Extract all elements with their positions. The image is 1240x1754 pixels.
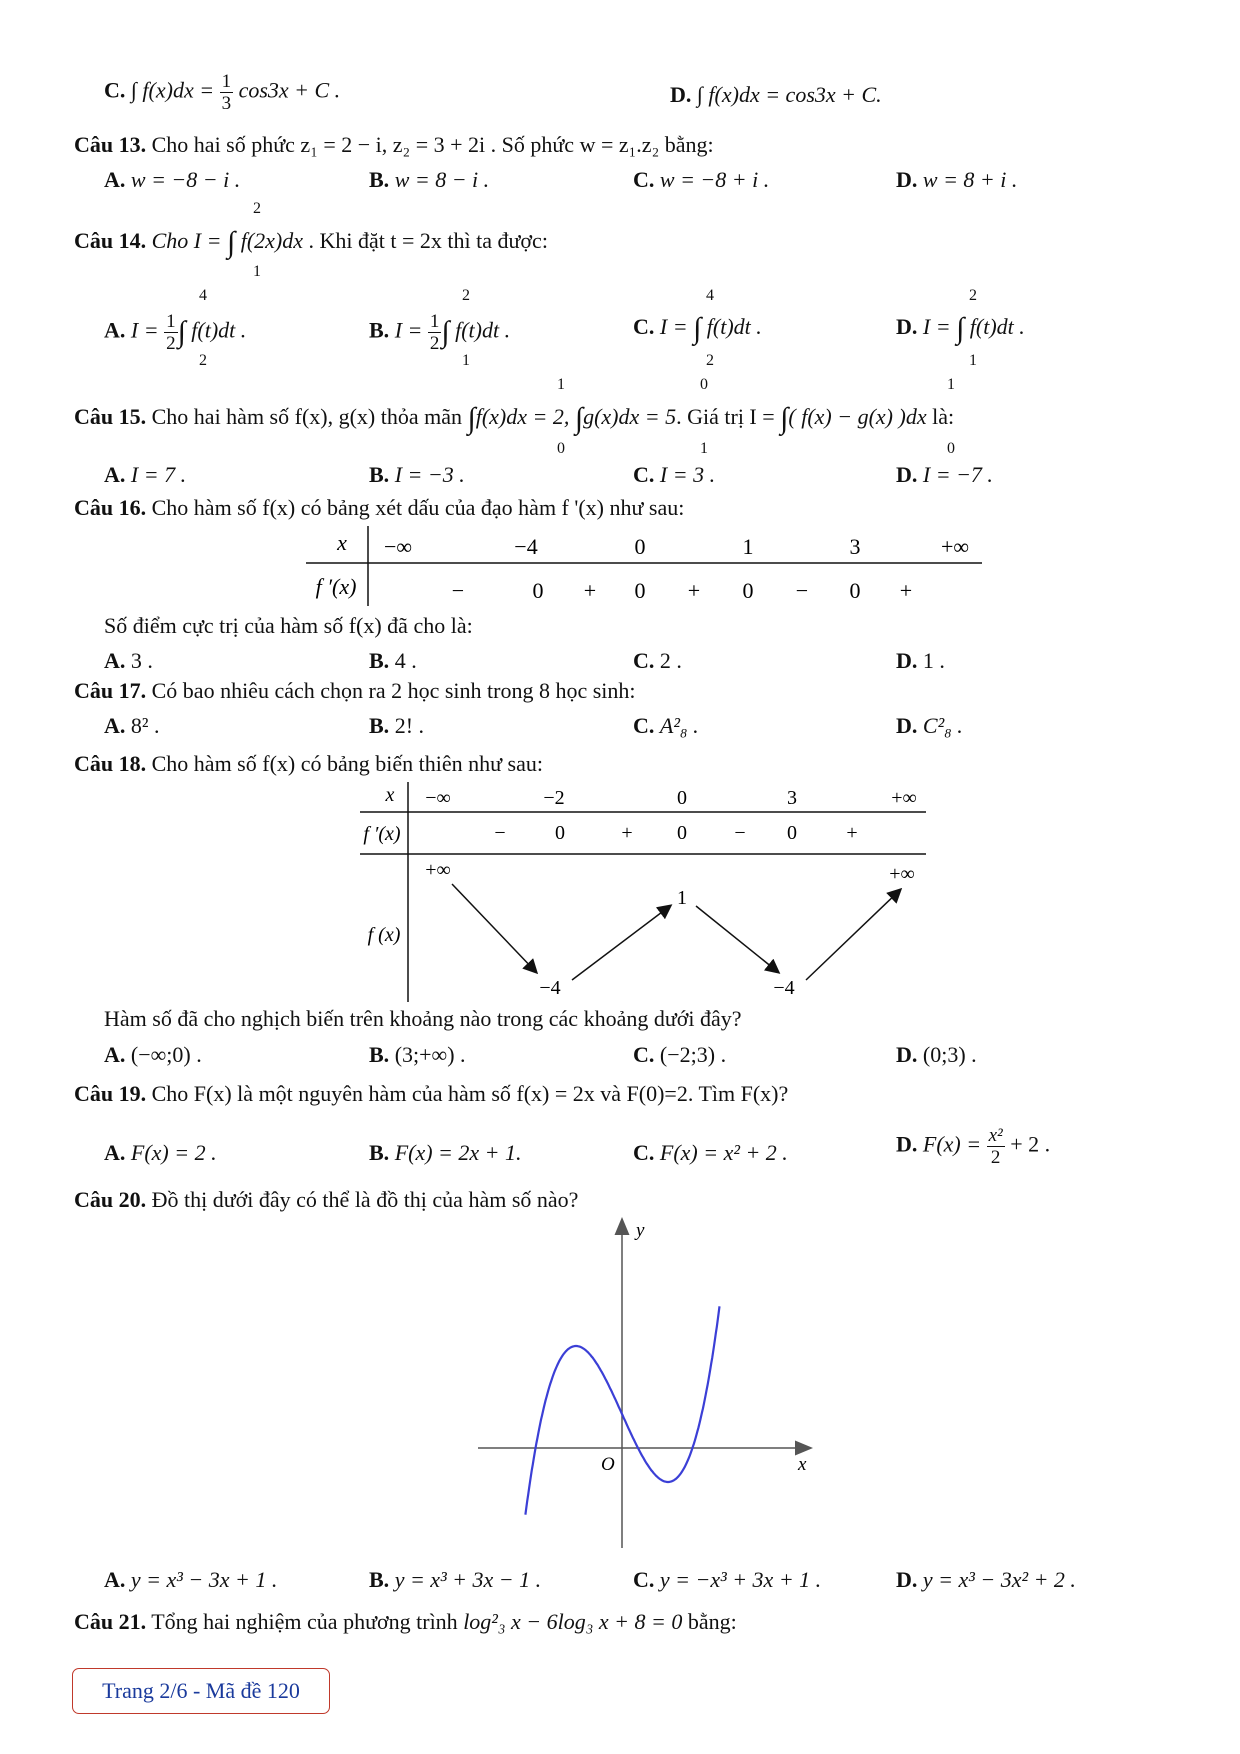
q14-stem — [74, 226, 548, 260]
option-label: D. — [896, 314, 918, 339]
option-label: C. — [633, 167, 655, 192]
option-text: w = −8 + i . — [659, 167, 770, 192]
integral-sign: ∫ — [780, 402, 789, 435]
option-text: y = x³ − 3x + 1 . — [130, 1567, 278, 1592]
f-value: +∞ — [889, 863, 915, 885]
integrand: f(t)dt . — [706, 314, 762, 339]
integral-sign: ∫ — [574, 402, 584, 435]
sign: 0 — [677, 822, 687, 844]
integral-sign: ∫ — [226, 226, 236, 259]
question-label: Câu 15. — [74, 404, 147, 429]
question-text: Cho F(x) là một nguyên hàm của hàm số f(x) = 2x và F(0)=2. Tìm F(x)? — [151, 1081, 789, 1106]
q12-option-c — [104, 72, 340, 113]
integrand: f(t)dt . — [191, 317, 247, 343]
option-label: C. — [633, 1140, 655, 1165]
sign: − — [795, 578, 809, 603]
numerator: 1 — [429, 311, 440, 332]
numerator: x² — [988, 1125, 1003, 1146]
lower-limit: 1 — [700, 440, 708, 457]
option-text: 8² . — [130, 713, 160, 738]
decreasing-arrow — [452, 884, 536, 972]
integrand: f(2x)dx — [240, 228, 303, 253]
question-label: Câu 14. — [74, 228, 147, 253]
question-text: Cho I = — [151, 228, 222, 253]
q17-option-d — [896, 713, 963, 739]
option-label: B. — [369, 713, 390, 738]
q14-option-b — [369, 312, 510, 353]
sign: 0 — [787, 822, 797, 844]
option-text: (3;+∞) . — [394, 1042, 466, 1067]
q16-option-d — [896, 648, 945, 674]
option-text: I = — [130, 317, 159, 343]
q16-option-c — [633, 648, 682, 674]
question-text: Cho hàm số f(x) có bảng biến thiên như sau: — [151, 751, 543, 776]
option-text: ∫ f(x)dx = cos3x + C. — [696, 82, 882, 107]
option-label: D. — [896, 462, 918, 487]
option-label: A. — [104, 462, 126, 487]
sign: 0 — [555, 822, 565, 844]
increasing-arrow — [572, 906, 670, 980]
q15-stem — [74, 402, 954, 436]
q12-option-d — [670, 82, 882, 108]
x-label: x — [385, 784, 395, 806]
q13-option-c — [633, 167, 769, 193]
option-text: w = 8 + i . — [922, 167, 1018, 192]
numerator: 1 — [221, 71, 232, 92]
integrand: f(x)dx = 2, — [475, 404, 570, 429]
option-text: C²₈ . — [922, 713, 963, 738]
sign: − — [451, 578, 465, 603]
option-text: y = −x³ + 3x + 1 . — [659, 1567, 822, 1592]
option-label: A. — [104, 713, 126, 738]
denominator: 2 — [429, 333, 440, 354]
sign: 0 — [532, 578, 544, 603]
question-label: Câu 13. — [74, 132, 147, 157]
option-text: I = — [394, 317, 423, 343]
q18-stem — [74, 751, 543, 777]
variation-table — [354, 780, 944, 1006]
q17-option-c — [633, 713, 699, 739]
option-text: y = x³ − 3x² + 2 . — [922, 1567, 1076, 1592]
lower-limit: 2 — [199, 352, 207, 369]
q15-option-d — [896, 462, 993, 488]
integrand: ( f(x) − g(x) )dx — [788, 404, 927, 429]
option-text: (−∞;0) . — [130, 1042, 202, 1067]
option-label: B. — [369, 167, 390, 192]
q18-option-c — [633, 1042, 726, 1068]
q20-option-c — [633, 1567, 821, 1593]
x-value: −∞ — [425, 787, 451, 809]
integral-sign: ∫ — [956, 312, 965, 345]
x-axis-label: x — [798, 1454, 807, 1475]
option-label: C. — [104, 77, 126, 103]
question-label: Câu 21. — [74, 1609, 147, 1634]
q16-stem — [74, 495, 684, 521]
option-label: C. — [633, 648, 655, 673]
q16-option-b — [369, 648, 417, 674]
fprime-label: f ′(x) — [315, 574, 357, 599]
q13-option-a — [104, 167, 240, 193]
sign: + — [583, 578, 597, 603]
option-label: C. — [633, 1567, 655, 1592]
question-label: Câu 19. — [74, 1081, 147, 1106]
question-label: Câu 17. — [74, 678, 147, 703]
question-label: Câu 20. — [74, 1187, 147, 1212]
q18-option-d — [896, 1042, 977, 1068]
upper-limit: 0 — [700, 376, 708, 393]
denominator: 2 — [990, 1147, 1001, 1168]
x-value: 3 — [787, 787, 797, 809]
x-value: 0 — [634, 534, 646, 559]
question-text: Cho hàm số f(x) có bảng xét dấu của đạo hàm f '(x) như sau: — [151, 495, 685, 520]
upper-limit: 2 — [969, 287, 977, 304]
option-text: 2! . — [394, 713, 425, 738]
x-label: x — [337, 530, 347, 555]
option-label: A. — [104, 1567, 126, 1592]
option-label: D. — [896, 167, 918, 192]
q21-stem — [74, 1609, 737, 1635]
q17-option-a — [104, 713, 160, 739]
option-text: ∫ f(x)dx = — [130, 77, 220, 103]
upper-limit: 4 — [199, 287, 207, 304]
integral-sign: ∫ — [467, 402, 476, 435]
sign: − — [734, 822, 746, 844]
x-value: −∞ — [383, 534, 413, 559]
option-text: I = — [922, 314, 951, 339]
fraction — [987, 1126, 1005, 1167]
sign: 0 — [742, 578, 754, 603]
f-label: f (x) — [367, 924, 401, 946]
x-value: +∞ — [891, 787, 917, 809]
f-value: −4 — [773, 977, 795, 999]
option-text: y = x³ + 3x − 1 . — [394, 1567, 542, 1592]
f-value: 1 — [677, 887, 687, 909]
option-label: B. — [369, 462, 390, 487]
option-label: B. — [369, 1042, 390, 1067]
question-text-tail: là: — [932, 404, 955, 429]
option-label: A. — [104, 1042, 126, 1067]
option-label: B. — [369, 317, 390, 343]
option-label: A. — [104, 167, 126, 192]
option-label: B. — [369, 1140, 390, 1165]
option-label: C. — [633, 462, 655, 487]
question-text-tail: bằng: — [687, 1609, 737, 1634]
integrand: f(t)dt . — [969, 314, 1025, 339]
q13-option-d — [896, 167, 1017, 193]
option-text: 3 . — [130, 648, 153, 673]
option-label: D. — [896, 713, 918, 738]
q16-subquestion: Số điểm cực trị của hàm số f(x) đã cho là: — [104, 613, 473, 638]
option-text: w = 8 − i . — [394, 167, 490, 192]
option-text-tail: cos3x + C . — [238, 77, 341, 103]
question-label: Câu 18. — [74, 751, 147, 776]
sign: + — [621, 822, 633, 844]
q15-option-b — [369, 462, 465, 488]
q20-option-d — [896, 1567, 1076, 1593]
q15-option-a — [104, 462, 186, 488]
q18-option-a — [104, 1042, 202, 1068]
option-text: 1 . — [922, 648, 945, 673]
option-text: F(x) = — [922, 1131, 982, 1157]
option-label: C. — [633, 1042, 655, 1067]
q19-option-b — [369, 1140, 522, 1166]
option-text: F(x) = x² + 2 . — [659, 1140, 788, 1165]
fraction — [220, 72, 234, 113]
sign: + — [899, 578, 913, 603]
option-label: C. — [633, 713, 655, 738]
question-text-mid: . Giá trị I = — [676, 404, 775, 429]
fprime-label: f ′(x) — [363, 823, 401, 845]
x-value: −4 — [514, 534, 538, 559]
option-text: 2 . — [659, 648, 682, 673]
option-text: I = 7 . — [130, 462, 187, 487]
q14-option-c — [633, 312, 762, 346]
question-text: Đồ thị dưới đây có thể là đồ thị của hàm số nào? — [151, 1187, 579, 1212]
option-text: 4 . — [394, 648, 417, 673]
denominator: 3 — [221, 93, 232, 114]
q18-subquestion: Hàm số đã cho nghịch biến trên khoảng nào trong các khoảng dưới đây? — [104, 1006, 742, 1031]
integral-sign: ∫ — [693, 312, 702, 345]
upper-limit: 2 — [462, 287, 470, 304]
option-text: I = — [659, 314, 688, 339]
option-label: D. — [896, 1042, 918, 1067]
q19-option-d — [896, 1126, 1050, 1167]
integral-sign: ∫ — [177, 315, 186, 349]
sign: 0 — [849, 578, 861, 603]
upper-limit: 1 — [947, 376, 955, 393]
increasing-arrow — [806, 890, 900, 980]
lower-limit: 1 — [462, 352, 470, 369]
numerator: 1 — [166, 311, 176, 332]
x-value: 3 — [849, 534, 861, 559]
q13-option-b — [369, 167, 489, 193]
question-text: Cho hai hàm số f(x), g(x) thỏa mãn — [151, 404, 462, 429]
question-text: Tổng hai nghiệm của phương trình — [151, 1609, 458, 1634]
option-text: (0;3) . — [922, 1042, 977, 1067]
option-text: I = 3 . — [659, 462, 716, 487]
q13-stem — [74, 132, 714, 158]
decreasing-arrow — [696, 906, 778, 972]
q15-option-c — [633, 462, 715, 488]
x-value: 1 — [742, 534, 754, 559]
integrand: g(x)dx = 5 — [583, 404, 677, 429]
option-label: D. — [896, 1131, 918, 1157]
q16-option-a — [104, 648, 153, 674]
option-label: A. — [104, 317, 126, 343]
f-value: −4 — [539, 977, 561, 999]
q17-option-b — [369, 713, 424, 739]
option-text: (−2;3) . — [659, 1042, 727, 1067]
upper-limit: 4 — [706, 287, 714, 304]
integral-sign: ∫ — [441, 315, 450, 349]
option-label: D. — [896, 1567, 918, 1592]
fraction — [164, 312, 178, 353]
option-label: A. — [104, 648, 126, 673]
option-text-tail: + 2 . — [1010, 1131, 1051, 1157]
option-label: D. — [896, 648, 918, 673]
sign: 0 — [634, 578, 646, 603]
lower-limit: 1 — [253, 263, 261, 280]
page-footer: Trang 2/6 - Mã đề 120 — [72, 1668, 330, 1714]
lower-limit: 0 — [557, 440, 565, 457]
option-text: F(x) = 2x + 1. — [394, 1140, 522, 1165]
option-text: A²₈ . — [659, 713, 699, 738]
option-label: B. — [369, 648, 390, 673]
cubic-graph — [470, 1208, 820, 1558]
denominator: 2 — [166, 333, 176, 354]
sign-table — [300, 524, 990, 614]
q19-option-c — [633, 1140, 788, 1166]
q19-stem — [74, 1081, 788, 1107]
option-label: C. — [633, 314, 655, 339]
y-axis-label: y — [636, 1220, 645, 1241]
question-label: Câu 16. — [74, 495, 147, 520]
q20-option-b — [369, 1567, 541, 1593]
sign: − — [494, 822, 506, 844]
q17-stem — [74, 678, 636, 704]
option-label: B. — [369, 1567, 390, 1592]
q14-option-a — [104, 312, 246, 353]
question-text-tail: . Khi đặt t = 2x thì ta được: — [308, 228, 548, 253]
origin-label: O — [601, 1454, 615, 1475]
integrand: f(t)dt . — [455, 317, 511, 343]
x-value: +∞ — [940, 534, 970, 559]
option-label: D. — [670, 82, 692, 107]
upper-limit: 1 — [557, 376, 565, 393]
sign: + — [687, 578, 701, 603]
option-text: w = −8 − i . — [130, 167, 241, 192]
option-label: A. — [104, 1140, 126, 1165]
question-text: Có bao nhiêu cách chọn ra 2 học sinh trong 8 học sinh: — [151, 678, 636, 703]
x-value: −2 — [543, 787, 565, 809]
option-text: I = −3 . — [394, 462, 465, 487]
x-value: 0 — [677, 787, 687, 809]
option-text: F(x) = 2 . — [130, 1140, 217, 1165]
f-value: +∞ — [425, 859, 451, 881]
upper-limit: 2 — [253, 200, 261, 217]
equation: log²₃ x − 6log₃ x + 8 = 0 — [463, 1609, 683, 1634]
sign: + — [846, 822, 858, 844]
question-text: Cho hai số phức z₁ = 2 − i, z₂ = 3 + 2i . Số phức w = z₁.z₂ bằng: — [151, 132, 714, 157]
lower-limit: 2 — [706, 352, 714, 369]
q18-option-b — [369, 1042, 466, 1068]
q14-option-d — [896, 312, 1025, 346]
fraction — [428, 312, 442, 353]
lower-limit: 1 — [969, 352, 977, 369]
q19-option-a — [104, 1140, 217, 1166]
lower-limit: 0 — [947, 440, 955, 457]
q20-option-a — [104, 1567, 277, 1593]
option-text: I = −7 . — [922, 462, 993, 487]
